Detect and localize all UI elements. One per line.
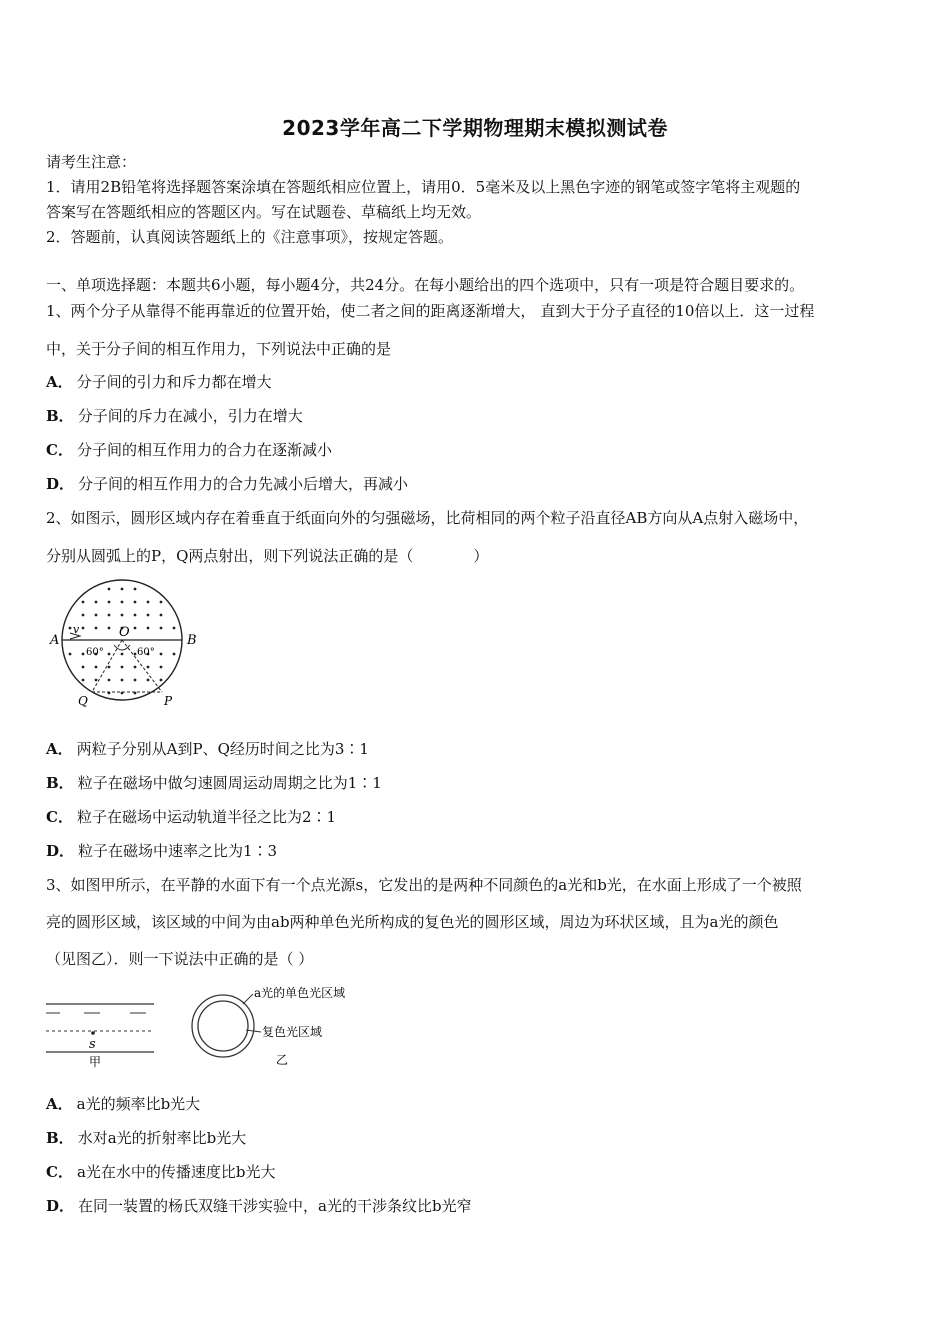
question-2-option-c bbox=[46, 807, 336, 827]
label-b: B bbox=[187, 633, 197, 648]
option-text: 水对a光的折射率比b光大 bbox=[77, 1129, 247, 1147]
field-dot bbox=[82, 627, 85, 630]
figure-jia bbox=[46, 1004, 154, 1069]
notice-heading: 请考生注意： bbox=[46, 153, 137, 171]
field-dot bbox=[134, 588, 137, 591]
field-dot bbox=[121, 588, 124, 591]
option-letter: D． bbox=[46, 842, 75, 860]
field-dot bbox=[134, 653, 137, 656]
section-heading: 一、单项选择题：本题共6小题，每小题4分，共24分。在每小题给出的四个选项中，只有一项是符合题目要求的。 bbox=[46, 276, 805, 294]
option-text: 分子间的相互作用力的合力先减小后增大，再减小 bbox=[78, 475, 409, 493]
field-dot bbox=[108, 627, 111, 630]
option-text: a光的频率比b光大 bbox=[76, 1095, 201, 1113]
question-3-option-c bbox=[46, 1162, 276, 1182]
field-dot bbox=[134, 627, 137, 630]
field-dot bbox=[95, 666, 98, 669]
field-dot bbox=[147, 666, 150, 669]
field-dot bbox=[108, 614, 111, 617]
question-1-stem: 1、两个分子从靠得不能再靠近的位置开始，使二者之间的距离逐渐增大， 直到大于分子直径的10倍以上．这一过程 bbox=[46, 302, 815, 320]
label-a: A bbox=[50, 633, 60, 648]
figure-yi bbox=[192, 985, 345, 1067]
label-v: v bbox=[73, 623, 80, 636]
question-3-option-b bbox=[46, 1128, 246, 1148]
field-dot bbox=[160, 653, 163, 656]
field-dot bbox=[121, 614, 124, 617]
label-yi: 乙 bbox=[276, 1053, 289, 1067]
option-letter: D． bbox=[46, 1197, 75, 1215]
field-dot bbox=[108, 601, 111, 604]
field-dot bbox=[82, 679, 85, 682]
question-1-option-b bbox=[46, 406, 303, 426]
field-dot bbox=[95, 679, 98, 682]
label-jia: 甲 bbox=[89, 1055, 102, 1069]
notice-line: 1．请用2B铅笔将选择题答案涂填在答题纸相应位置上，请用0．5毫米及以上黑色字迹的钢笔或签字笔将主观题的 bbox=[46, 178, 801, 196]
option-letter: C． bbox=[46, 808, 73, 826]
field-dot bbox=[147, 601, 150, 604]
option-text: 分子间的引力和斥力都在增大 bbox=[76, 373, 272, 391]
field-dot bbox=[173, 653, 176, 656]
notice-line: 2．答题前，认真阅读答题纸上的《注意事项》，按规定答题。 bbox=[46, 228, 454, 246]
light-source-figure bbox=[46, 982, 376, 1072]
label-p: P bbox=[164, 694, 173, 708]
field-dot bbox=[134, 601, 137, 604]
field-dot bbox=[147, 627, 150, 630]
field-dot bbox=[82, 666, 85, 669]
field-dot bbox=[95, 614, 98, 617]
question-3-stem: 亮的圆形区域，该区域的中间为由ab两种单色光所构成的复色光的圆形区域，周边为环状区域，且为a光的颜色 bbox=[46, 913, 779, 931]
field-dot bbox=[108, 679, 111, 682]
field-dot bbox=[121, 653, 124, 656]
outer-ring bbox=[192, 995, 254, 1057]
field-dot bbox=[108, 588, 111, 591]
option-letter: C． bbox=[46, 1163, 73, 1181]
field-dot bbox=[134, 666, 137, 669]
field-dot bbox=[95, 627, 98, 630]
option-text: 粒子在磁场中速率之比为1∶3 bbox=[78, 842, 278, 860]
field-dot bbox=[147, 614, 150, 617]
option-text: 分子间的斥力在减小，引力在增大 bbox=[77, 407, 303, 425]
question-3-option-d bbox=[46, 1196, 472, 1216]
question-2-stem: 2、如图示，圆形区域内存在着垂直于纸面向外的匀强磁场，比荷相同的两个粒子沿直径AB方向从A点射入磁场中， bbox=[46, 509, 809, 527]
field-dot bbox=[108, 666, 111, 669]
field-dot bbox=[121, 666, 124, 669]
field-dot bbox=[160, 601, 163, 604]
question-3-option-a bbox=[46, 1094, 200, 1114]
label-mixed-region: 复色光区域 bbox=[262, 1025, 323, 1039]
field-dot bbox=[121, 679, 124, 682]
question-1-option-d bbox=[46, 474, 408, 494]
label-s: s bbox=[89, 1037, 96, 1052]
option-text: 粒子在磁场中运动轨道半径之比为2∶1 bbox=[76, 808, 337, 826]
option-letter: B． bbox=[46, 407, 74, 425]
option-letter: B． bbox=[46, 1129, 74, 1147]
option-text: 两粒子分别从A到P、Q经历时间之比为3∶1 bbox=[76, 740, 369, 758]
question-1-option-a bbox=[46, 372, 272, 392]
option-letter: D． bbox=[46, 475, 75, 493]
field-dot bbox=[82, 614, 85, 617]
option-letter: A． bbox=[46, 373, 73, 391]
pointer-line bbox=[243, 994, 253, 1004]
field-dot bbox=[160, 666, 163, 669]
question-1-stem: 中，关于分子间的相互作用力，下列说法中正确的是 bbox=[46, 340, 392, 358]
label-q: Q bbox=[78, 694, 88, 708]
question-2-option-b bbox=[46, 773, 382, 793]
inner-circle bbox=[198, 1001, 248, 1051]
question-2-option-a bbox=[46, 739, 369, 759]
field-dot bbox=[82, 601, 85, 604]
field-dot bbox=[95, 601, 98, 604]
notice-line: 答案写在答题纸相应的答题区内。写在试题卷、草稿纸上均无效。 bbox=[46, 203, 482, 221]
option-text: 分子间的相互作用力的合力在逐渐减小 bbox=[76, 441, 332, 459]
field-dot bbox=[108, 653, 111, 656]
field-dot bbox=[160, 679, 163, 682]
field-dot bbox=[134, 614, 137, 617]
label-angle-right: 60° bbox=[137, 647, 155, 658]
field-dot bbox=[69, 627, 72, 630]
question-3-stem: 3、如图甲所示，在平静的水面下有一个点光源s，它发出的是两种不同颜色的a光和b光，在水面上形成了一个被照 bbox=[46, 876, 802, 894]
option-text: a光在水中的传播速度比b光大 bbox=[76, 1163, 276, 1181]
field-dot bbox=[173, 627, 176, 630]
field-dot bbox=[160, 614, 163, 617]
option-text: 在同一装置的杨氏双缝干涉实验中，a光的干涉条纹比b光窄 bbox=[78, 1197, 472, 1215]
question-3-stem: （见图乙）．则一下说法中正确的是（ ） bbox=[46, 950, 314, 968]
option-letter: A． bbox=[46, 740, 73, 758]
field-dot bbox=[82, 653, 85, 656]
field-dot bbox=[160, 627, 163, 630]
option-letter: B． bbox=[46, 774, 74, 792]
option-text: 粒子在磁场中做匀速圆周运动周期之比为1∶1 bbox=[77, 774, 382, 792]
question-2-option-d bbox=[46, 841, 277, 861]
option-letter: C． bbox=[46, 441, 73, 459]
field-dot bbox=[147, 679, 150, 682]
question-2-stem: 分别从圆弧上的P，Q两点射出，则下列说法正确的是（ ） bbox=[46, 547, 489, 565]
label-o: O bbox=[119, 625, 130, 640]
field-dot bbox=[121, 601, 124, 604]
page-title: 2023学年高二下学期物理期末模拟测试卷 bbox=[282, 116, 668, 140]
field-dot bbox=[134, 679, 137, 682]
label-a-region: a光的单色光区域 bbox=[254, 986, 346, 1000]
question-1-option-c bbox=[46, 440, 332, 460]
magnetic-field-figure bbox=[46, 575, 206, 710]
option-letter: A． bbox=[46, 1095, 73, 1113]
label-angle-left: 60° bbox=[86, 647, 104, 658]
field-dot bbox=[69, 653, 72, 656]
light-source-dot bbox=[91, 1031, 95, 1035]
